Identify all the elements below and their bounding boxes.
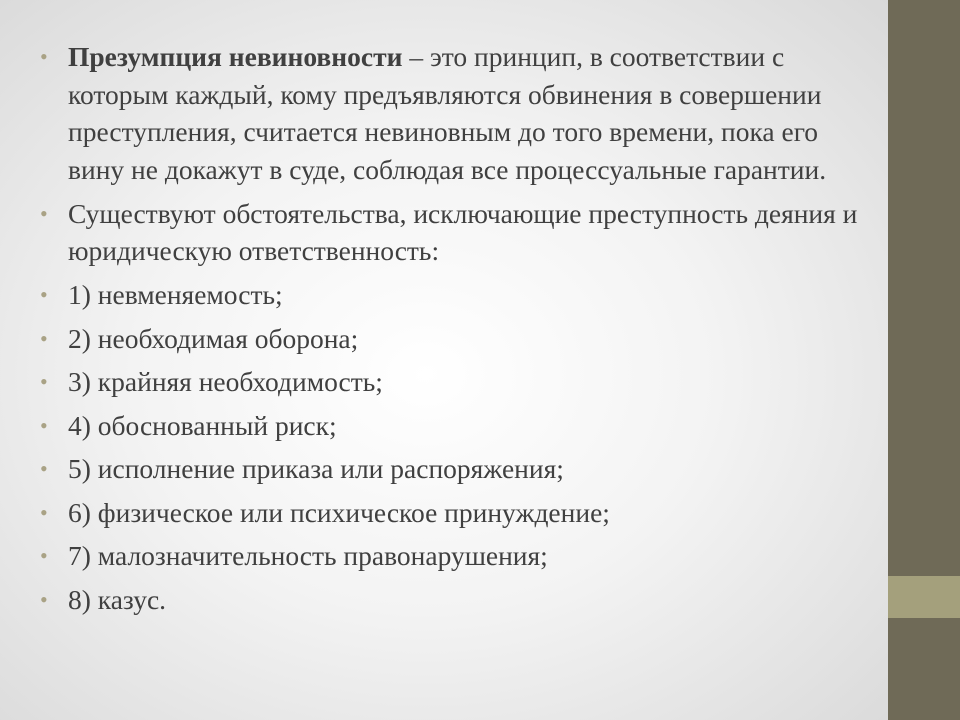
item-text: 1) невменяемость;: [68, 279, 283, 310]
bullet-icon: •: [40, 586, 48, 612]
list-item: [40, 494, 870, 532]
item-text: – это принцип, в соответствии с которым каждый, кому предъявляются обвинения в совершении преступления, считается невиновным до того времени, пока его вину не докажут в суде, соблюдая все процессуальные гарантии.: [68, 41, 827, 185]
item-text: 5) исполнение приказа или распоряжения;: [68, 453, 564, 484]
decorative-sidebar: [888, 0, 960, 720]
bullet-icon: •: [40, 325, 48, 351]
bullet-icon: •: [40, 282, 48, 307]
list-item: [40, 581, 870, 619]
bullet-icon: •: [40, 499, 48, 525]
bullet-icon: •: [40, 543, 48, 568]
item-text: Существуют обстоятельства, исключающие преступность деяния и юридическую ответственность:: [68, 197, 858, 266]
list-item: [40, 537, 870, 575]
bullet-icon: •: [40, 200, 48, 226]
item-text: 3) крайняя необходимость;: [68, 366, 383, 397]
item-text: 2) необходимая оборона;: [68, 322, 359, 354]
sidebar-accent-block: [888, 576, 960, 618]
bullet-icon: •: [40, 456, 48, 481]
item-text: 4) обоснованный риск;: [68, 409, 337, 441]
bullet-icon: •: [40, 412, 48, 438]
list-item: [40, 363, 870, 401]
item-text: 6) физическое или психическое принуждение;: [68, 496, 610, 528]
list-item: [40, 450, 870, 488]
list-item-presumption: [40, 38, 870, 188]
bullet-icon: •: [40, 44, 48, 69]
item-text: 7) малозначительность правонарушения;: [68, 540, 548, 571]
bullet-list: [40, 38, 870, 624]
bullet-icon: •: [40, 369, 48, 394]
item-text: 8) казус.: [68, 583, 167, 615]
list-item-circumstances: [40, 195, 870, 270]
term-label: Презумпция невиновности: [68, 41, 403, 72]
list-item: [40, 407, 870, 445]
list-item: [40, 320, 870, 358]
list-item: [40, 276, 870, 314]
